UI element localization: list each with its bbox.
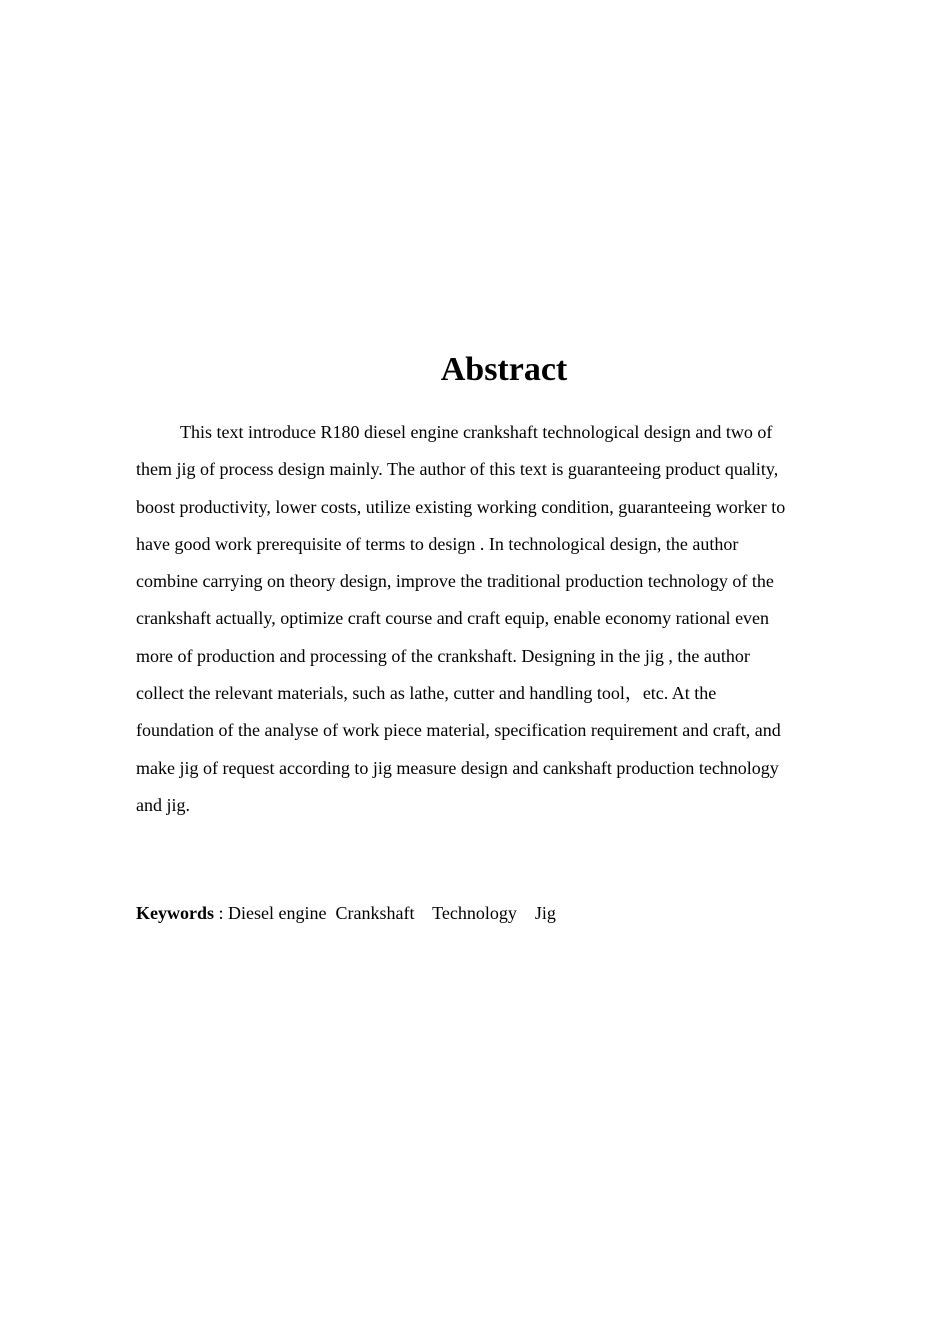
keywords-label: Keywords — [136, 903, 214, 923]
abstract-line: combine carrying on theory design, improve the traditional production technology of the — [136, 571, 774, 592]
abstract-paragraph — [136, 414, 836, 824]
keywords-line — [136, 895, 836, 932]
keywords-values: : Diesel engine Crankshaft Technology Jig — [214, 903, 556, 923]
abstract-line: them jig of process design mainly. The author of this text is guaranteeing product quality, — [136, 459, 779, 480]
abstract-line: collect the relevant materials, such as lathe, cutter and handling tool，etc. At the — [136, 683, 717, 704]
abstract-line: boost productivity, lower costs, utilize existing working condition, guaranteeing worker to — [136, 496, 786, 517]
abstract-line: more of production and processing of the crankshaft. Designing in the jig , the author — [136, 645, 750, 666]
abstract-line: This text introduce R180 diesel engine crankshaft technological design and two of — [180, 422, 773, 442]
abstract-line: crankshaft actually, optimize craft course and craft equip, enable economy rational even — [136, 608, 770, 629]
abstract-line: foundation of the analyse of work piece material, specification requirement and craft, and — [136, 720, 781, 741]
abstract-line: have good work prerequisite of terms to design . In technological design, the author — [136, 533, 739, 554]
page-title: Abstract — [440, 351, 568, 388]
abstract-line: make jig of request according to jig measure design and cankshaft production technology — [136, 757, 779, 778]
abstract-line: and jig. — [136, 794, 190, 815]
